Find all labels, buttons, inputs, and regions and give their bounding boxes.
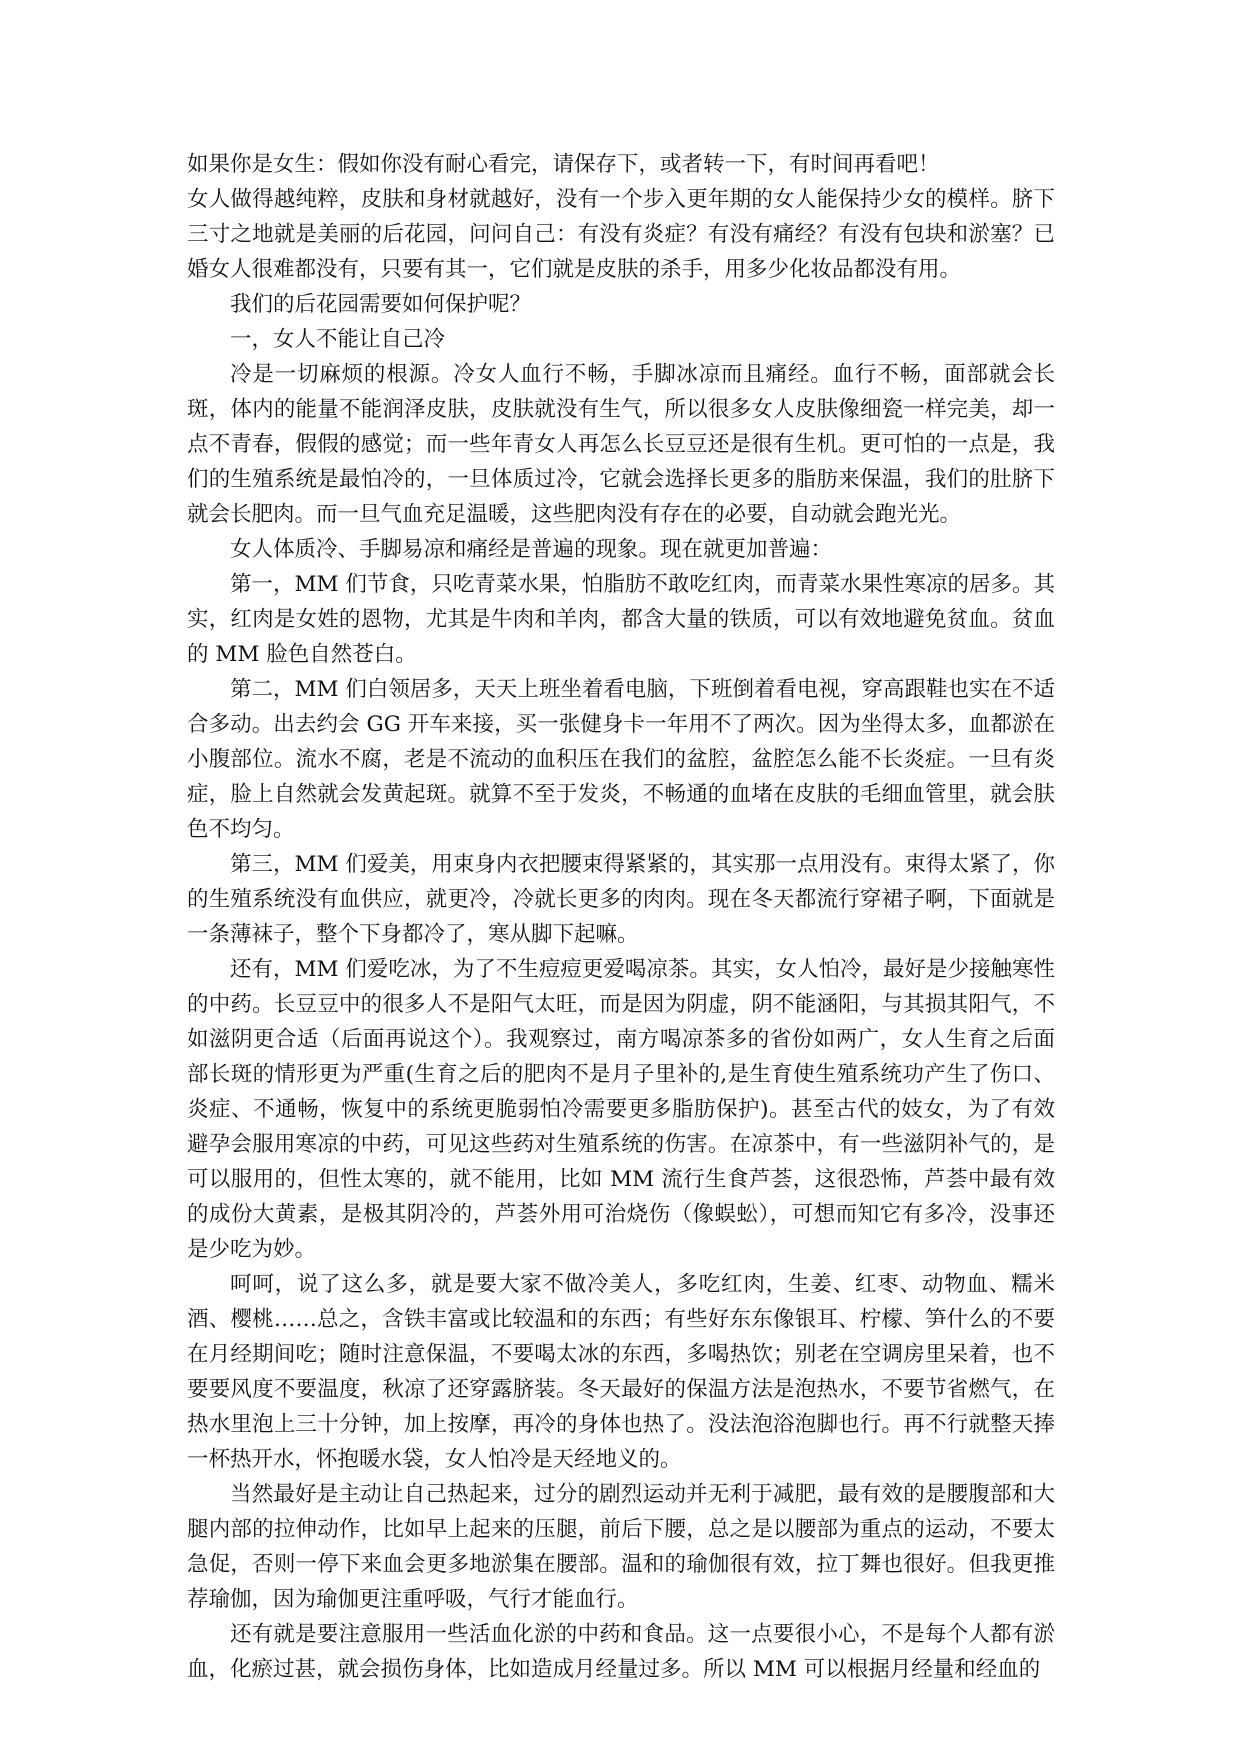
- paragraph-back-garden: 女人做得越纯粹，皮肤和身材就越好，没有一个步入更年期的女人能保持少女的模样。脐下三寸之地就是美丽的后花园，问问自己：有没有炎症？有没有痛经？有没有包块和淤塞？已婚女人很难都没有，只要有其一，它们就是皮肤的杀手，用多少化妆品都没有用。: [187, 187, 1055, 282]
- paragraph-herbs: 还有就是要注意服用一些活血化淤的中药和食品。这一点要很小心，不是每个人都有淤血，化瘀过甚，就会损伤身体，比如造成月经量过多。所以 MM 可以根据月经量和经血的: [187, 1622, 1055, 1682]
- paragraph-second: 第二，MM 们白领居多，天天上班坐着看电脑，下班倒着看电视，穿高跟鞋也实在不适合多动。出去约会 GG 开车来接，买一张健身卡一年用不了两次。因为坐得太多，血都淤在小腹部位。流水不腐，老是不流动的血积压在我们的盆腔，盆腔怎么能不长炎症。一旦有炎症，脸上自然就会发黄起斑。就算不至于发炎，不畅通的血堵在皮肤的毛细血管里，就会肤色不均匀。: [187, 677, 1055, 842]
- paragraph-exercise: 当然最好是主动让自己热起来，过分的剧烈运动并无利于减肥，最有效的是腰腹部和大腿内部的拉伸动作，比如早上起来的压腿，前后下腰，总之是以腰部为重点的运动，不要太急促，否则一停下来血会更多地淤集在腰部。温和的瑜伽很有效，拉丁舞也很好。但我更推荐瑜伽，因为瑜伽更注重呼吸，气行才能血行。: [187, 1482, 1055, 1612]
- paragraph-first: 第一，MM 们节食，只吃青菜水果，怕脂肪不敢吃红肉，而青菜水果性寒凉的居多。其实，红肉是女姓的恩物，尤其是牛肉和羊肉，都含大量的铁质，可以有效地避免贫血。贫血的 MM 脸色自然苍白。: [187, 572, 1055, 667]
- question-line: 我们的后花园需要如何保护呢？: [230, 292, 532, 317]
- paragraph-summary: 呵呵，说了这么多，就是要大家不做冷美人，多吃红肉，生姜、红枣、动物血、糯米酒、樱桃……总之，含铁丰富或比较温和的东西；有些好东东像银耳、柠檬、笋什么的不要在月经期间吃；随时注意保温，不要喝太冰的东西，多喝热饮；别老在空调房里呆着，也不要要风度不要温度，秋凉了还穿露脐装。冬天最好的保温方法是泡热水，不要节省燃气，在热水里泡上三十分钟，加上按摩，再冷的身体也热了。没法泡浴泡脚也行。再不行就整天捧一杯热开水，怀抱暖水袋，女人怕冷是天经地义的。: [187, 1272, 1055, 1472]
- paragraph-third: 第三，MM 们爱美，用束身内衣把腰束得紧紧的，其实那一点用没有。束得太紧了，你的生殖系统没有血供应，就更冷，冷就长更多的肉肉。现在冬天都流行穿裙子啊，下面就是一条薄袜子，整个下身都冷了，寒从脚下起嘛。: [187, 852, 1055, 947]
- document-page: [187, 147, 1055, 1687]
- paragraph-common-phenomenon: 女人体质冷、手脚易凉和痛经是普遍的现象。现在就更加普遍：: [230, 537, 833, 562]
- paragraph-cold-root: 冷是一切麻烦的根源。冷女人血行不畅，手脚冰凉而且痛经。血行不畅，面部就会长斑，体内的能量不能润泽皮肤，皮肤就没有生气，所以很多女人皮肤像细瓷一样完美，却一点不青春，假假的感觉；而一些年青女人再怎么长豆豆还是很有生机。更可怕的一点是，我们的生殖系统是最怕冷的，一旦体质过冷，它就会选择长更多的脂肪来保温，我们的肚脐下就会长肥肉。而一旦气血充足温暖，这些肥肉没有存在的必要，自动就会跑光光。: [187, 362, 1055, 527]
- section-heading: 一，女人不能让自己冷: [230, 327, 446, 352]
- paragraph-cold-drinks: 还有，MM 们爱吃冰，为了不生痘痘更爱喝凉茶。其实，女人怕冷，最好是少接触寒性的中药。长豆豆中的很多人不是阳气太旺，而是因为阴虚，阴不能涵阳，与其损其阳气，不如滋阴更合适（后面再说这个）。我观察过，南方喝凉茶多的省份如两广，女人生育之后面部长斑的情形更为严重(生育之后的肥肉不是月子里补的,是生育使生殖系统功产生了伤口、炎症、不通畅，恢复中的系统更脆弱怕冷需要更多脂肪保护)。甚至古代的妓女，为了有效避孕会服用寒凉的中药，可见这些药对生殖系统的伤害。在凉茶中，有一些滋阴补气的，是可以服用的，但性太寒的，就不能用，比如 MM 流行生食芦荟，这很恐怖，芦荟中最有效的成份大黄素，是极其阴冷的，芦荟外用可治烧伤（像蜈蚣），可想而知它有多冷，没事还是少吃为妙。: [187, 957, 1055, 1262]
- intro-line: 如果你是女生：假如你没有耐心看完，请保存下，或者转一下，有时间再看吧！: [187, 152, 940, 177]
